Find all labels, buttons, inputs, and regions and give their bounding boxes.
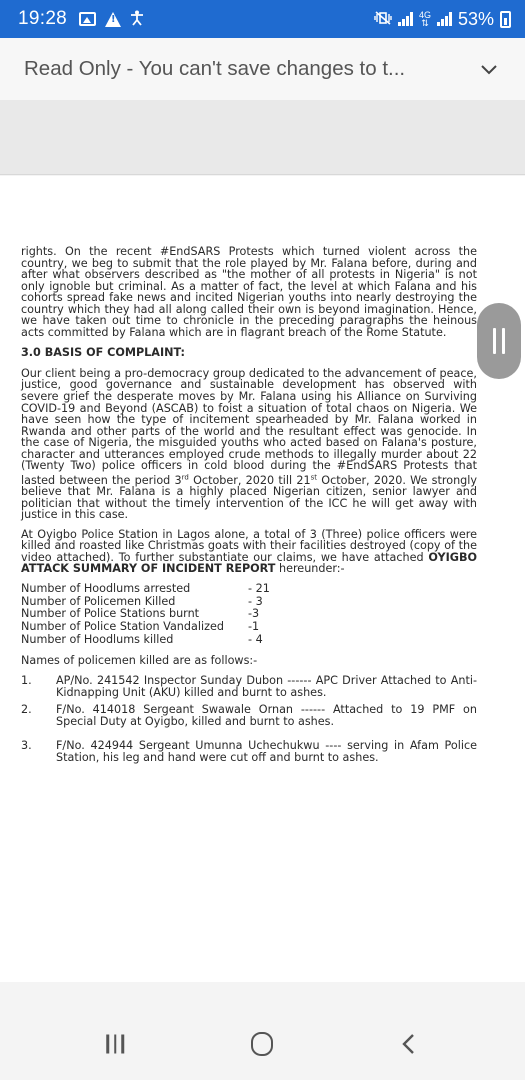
- intro-paragraph: rights. On the recent #EndSARS Protests which turned violent across the country, we beg to submit that the role played by Mr. Falana before, during and after what observers described as "the mother of all protests in Nigeria" is not only ignoble but criminal. As a matter of fact, the level at which Falana and his cohorts spread fake news and incited Nigerian youths into nearly destroying the country which they had all along called their own is beyond imagination. Hence, we have taken out time to chronicle in the preceding paragraphs the heinous acts committed by Falana which are in flagrant breach of the Rome Statute.: [21, 245, 477, 339]
- summary-row: Number of Policemen Killed - 3: [21, 594, 263, 608]
- accessibility-icon: [130, 10, 144, 29]
- status-bar: [0, 0, 525, 38]
- document-body: [21, 246, 477, 769]
- signal-icon-2: [437, 12, 452, 26]
- oyigbo-text-end: hereunder:-: [275, 562, 345, 576]
- summary-row: Number of Police Station Vandalized -1: [21, 620, 260, 634]
- oyigbo-paragraph: [21, 529, 477, 575]
- oyigbo-report-title: OYIGBO ATTACK SUMMARY OF INCIDENT REPORT: [21, 550, 477, 576]
- list-item: 2. F/No. 414018 Sergeant Swawale Ornan ------ Attached to 19 PMF on Special Duty at Oyigbo, killed and burnt to ashes.: [21, 703, 477, 728]
- list-item: 3. F/No. 424944 Sergeant Umunna Uchechukwu ---- serving in Afam Police Station, his leg and hand were cut off and burnt to ashes.: [21, 739, 477, 764]
- names-title: Names of policemen killed are as follows:-: [21, 654, 258, 668]
- battery-percent: 53%: [457, 8, 494, 29]
- list-item: 1. AP/No. 241542 Inspector Sunday Dubon ------ APC Driver Attached to Anti-Kidnapping Unit (AKU) killed and burnt to ashes.: [21, 674, 477, 699]
- incident-summary: [21, 583, 477, 647]
- system-indicators: [374, 9, 511, 30]
- recent-apps-icon[interactable]: [106, 1035, 124, 1054]
- notification-icons: [79, 10, 144, 29]
- complaint-paragraph: [21, 368, 477, 521]
- navigation-bar: [0, 1008, 525, 1080]
- summary-row: Number of Hoodlums killed - 4: [21, 632, 263, 646]
- oyigbo-text: At Oyigbo Police Station in Lagos alone, a total of 3 (Three) police officers were killed and roasted like Christmas goats with their facilities destroyed (copy of the video attached). To further substantiate our claims, we have attached: [21, 527, 477, 564]
- alert-icon: !: [105, 12, 121, 27]
- section-heading: 3.0 BASIS OF COMPLAINT:: [21, 346, 185, 360]
- status-time: 19:28: [18, 8, 68, 29]
- battery-icon: [500, 11, 511, 28]
- read-only-banner[interactable]: [0, 38, 525, 100]
- signal-icon: [398, 12, 413, 26]
- fast-scroll-handle[interactable]: [477, 303, 521, 379]
- read-only-message: Read Only - You can't save changes to t...: [24, 57, 406, 80]
- summary-row: Number of Police Stations burnt -3: [21, 607, 260, 621]
- toolbar-spacer: [0, 100, 525, 175]
- vibrate-mute-icon: [374, 11, 392, 27]
- document-page[interactable]: [0, 176, 525, 982]
- back-icon[interactable]: [401, 1033, 415, 1055]
- summary-row: Number of Hoodlums arrested - 21: [21, 581, 270, 595]
- chevron-down-icon[interactable]: [477, 57, 501, 81]
- home-icon[interactable]: [251, 1032, 273, 1056]
- complaint-text: Our client being a pro-democracy group dedicated to the advancement of peace, justice, good governance and sustainable development has observed with severe grief the desperate moves by Mr. Falana using his Alliance on Surviving COVID-19 and Beyond (ASCAB) to foist a situation of total chaos on Nigeria. We have seen how the type of incitement spearheaded by Mr. Falana worked in Rwanda and other parts of the world and the resultant effect was genocide. In the case of Nigeria, the misguided youths who acted based on Falana's posture, character and utterances employed crude methods to illegally murder about 22 (Twenty Two) police officers in cold blood during the #EndSARS Protests that lasted between the period 3rd October, 2020 till 21st October, 2020. We strongly believe that Mr. Falana is a highly placed Nigerian citizen, senior lawyer and politician that without the timely intervention of the ICC he will get away with justice in this case.: [21, 366, 477, 522]
- gallery-icon: [79, 12, 96, 26]
- network-type-icon: 4G ⇅: [418, 10, 431, 28]
